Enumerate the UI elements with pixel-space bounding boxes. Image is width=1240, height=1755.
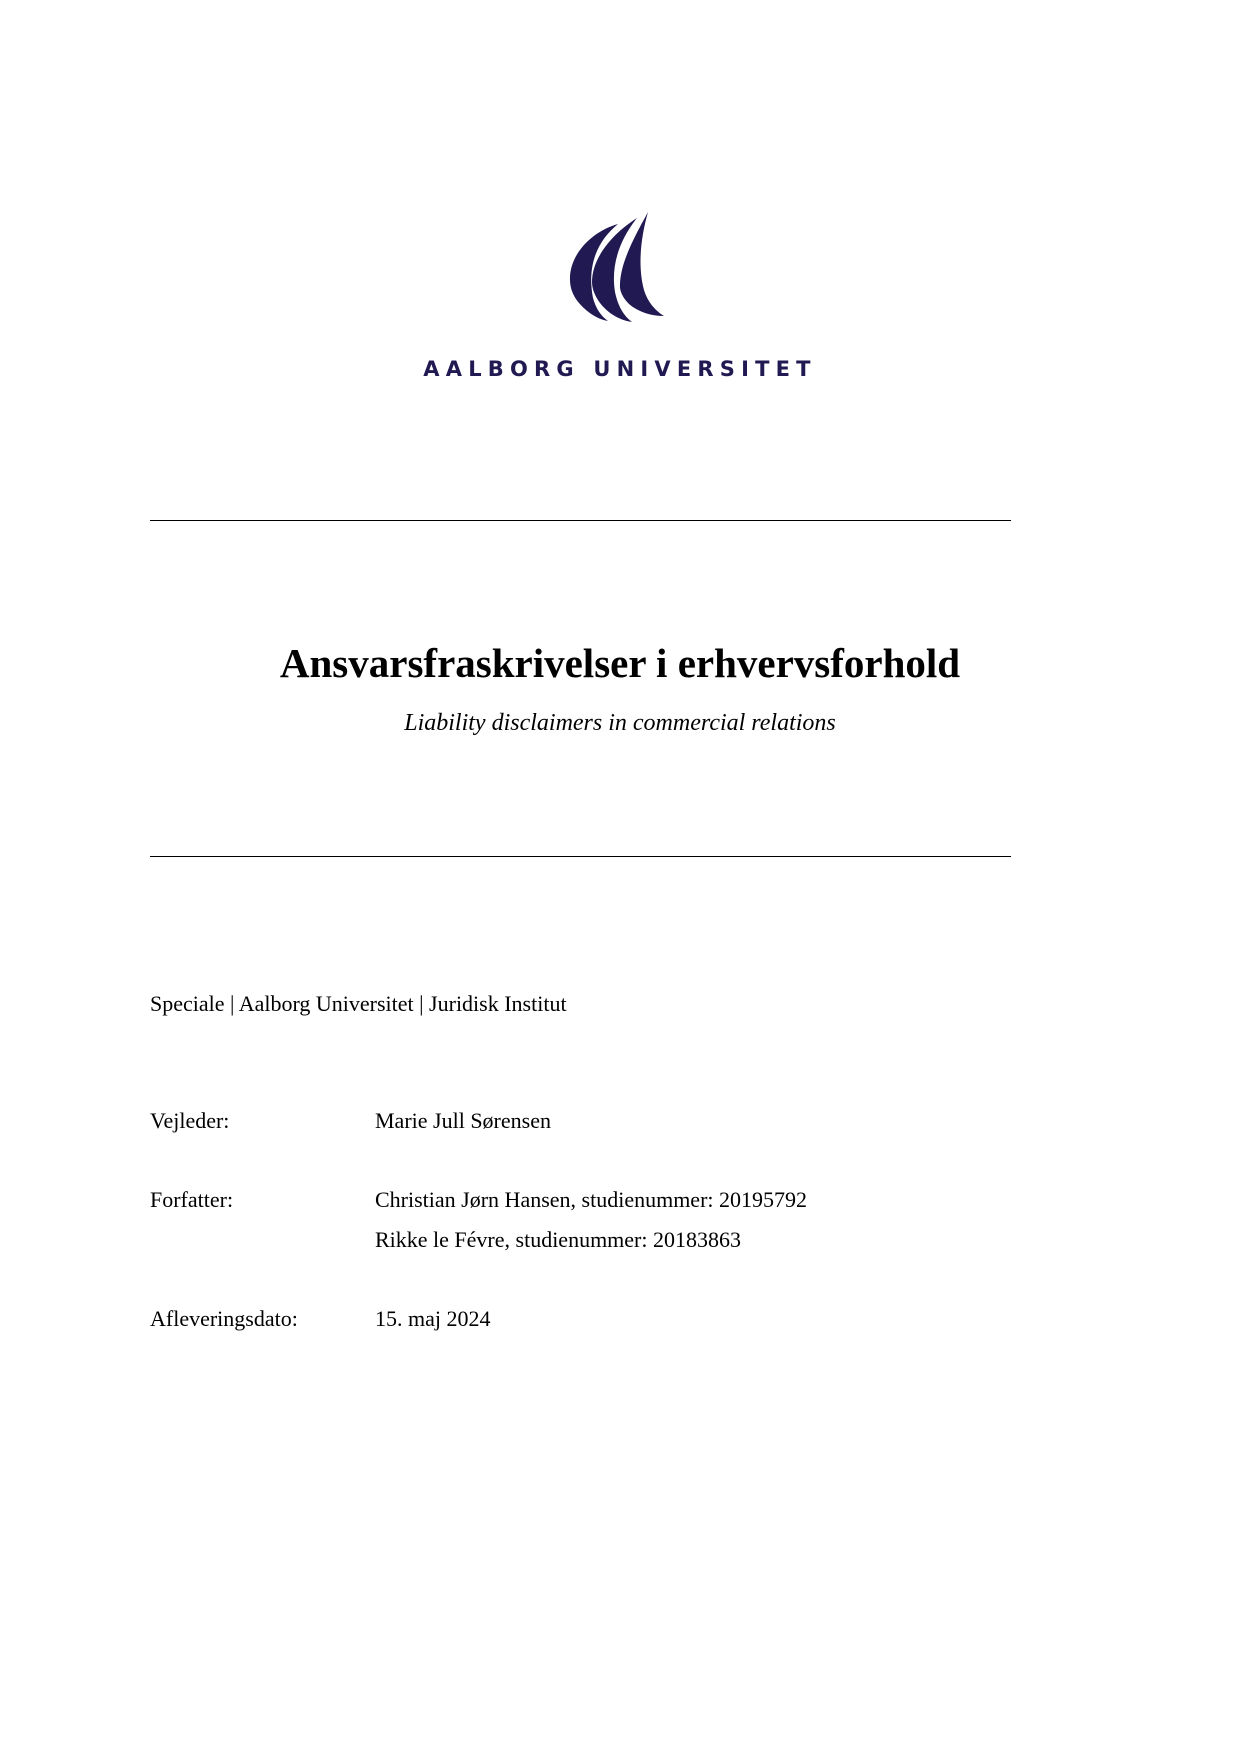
- supervisor-label: Vejleder:: [150, 1108, 230, 1133]
- bottom-divider: [150, 856, 1011, 857]
- author-2: Rikke le Févre, studienummer: 20183863: [375, 1227, 741, 1252]
- aau-wave-logo-icon: [560, 212, 670, 324]
- document-subtitle: Liability disclaimers in commercial relations: [404, 710, 836, 736]
- thesis-meta-line: Speciale | Aalborg Universitet | Juridisk Institut: [150, 991, 567, 1016]
- authors-label: Forfatter:: [150, 1187, 234, 1212]
- logo-wordmark: AALBORG UNIVERSITET: [423, 357, 817, 381]
- submission-date-label: Afleveringsdato:: [150, 1306, 298, 1331]
- top-divider: [150, 520, 1011, 521]
- document-title: Ansvarsfraskrivelser i erhvervsforhold: [279, 640, 961, 686]
- submission-date-value: 15. maj 2024: [375, 1306, 491, 1331]
- supervisor-name: Marie Jull Sørensen: [375, 1108, 551, 1133]
- author-1: Christian Jørn Hansen, studienummer: 20195792: [375, 1187, 808, 1212]
